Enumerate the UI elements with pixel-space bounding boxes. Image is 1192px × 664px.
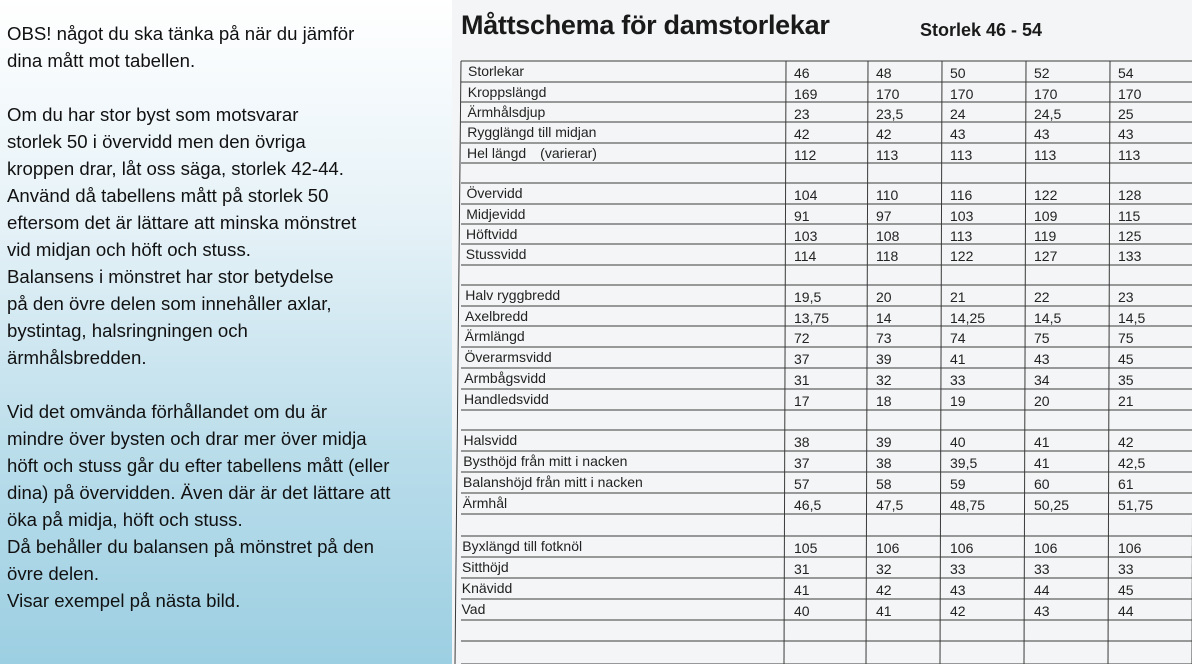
size-value: 47,5 bbox=[876, 497, 904, 513]
size-value: 17 bbox=[794, 393, 810, 409]
note-line: övre delen. bbox=[7, 563, 99, 584]
size-value: 42,5 bbox=[1118, 455, 1146, 471]
grid-line bbox=[455, 61, 461, 664]
size-value: 33 bbox=[950, 561, 966, 577]
size-value: 72 bbox=[794, 330, 810, 346]
size-value: 39 bbox=[876, 434, 892, 450]
size-value: 110 bbox=[876, 187, 899, 203]
size-value: 43 bbox=[950, 582, 966, 598]
chart-subtitle: Storlek 46 - 54 bbox=[920, 20, 1043, 40]
size-value: 22 bbox=[1034, 289, 1050, 305]
row-label-note: (varierar) bbox=[540, 145, 597, 161]
row-label-text: Halv ryggbredd bbox=[465, 287, 561, 303]
size-value: 40 bbox=[950, 434, 966, 450]
note-line: höft och stuss går du efter tabellens mått (eller bbox=[7, 455, 390, 476]
row-label bbox=[467, 144, 597, 162]
size-value: 23 bbox=[1118, 289, 1134, 305]
size-value: 14,5 bbox=[1034, 310, 1062, 326]
size-value: 106 bbox=[950, 540, 974, 556]
size-value: 127 bbox=[1034, 248, 1058, 264]
size-value: 116 bbox=[950, 187, 973, 203]
size-value: 41 bbox=[876, 603, 892, 619]
row-label bbox=[463, 494, 507, 512]
note-line: OBS! något du ska tänka på när du jämför bbox=[7, 23, 355, 44]
size-value: 128 bbox=[1118, 187, 1142, 203]
size-value: 119 bbox=[1034, 228, 1057, 244]
row-label bbox=[464, 431, 518, 449]
grid-line bbox=[866, 61, 868, 664]
chart-title: Måttschema för damstorlekar bbox=[461, 10, 830, 40]
size-value: 97 bbox=[876, 208, 892, 224]
row-label-text: Hel längd bbox=[467, 145, 527, 161]
size-value: 54 bbox=[1118, 65, 1134, 81]
row-label-text: Sitthöjd bbox=[462, 559, 509, 575]
size-value: 45 bbox=[1118, 582, 1134, 598]
size-value: 14 bbox=[876, 310, 892, 326]
size-value: 106 bbox=[1034, 540, 1058, 556]
size-value: 133 bbox=[1118, 248, 1142, 264]
note-line: Balansens i mönstret har stor betydelse bbox=[7, 266, 334, 287]
row-label-text: Bysthöjd från mitt i nacken bbox=[463, 453, 628, 469]
size-value: 25 bbox=[1118, 106, 1134, 122]
size-value: 41 bbox=[1034, 455, 1050, 471]
row-label bbox=[468, 103, 546, 121]
row-label bbox=[462, 558, 509, 576]
grid-line bbox=[1108, 61, 1110, 664]
size-value: 18 bbox=[876, 393, 892, 409]
size-value: 170 bbox=[1034, 86, 1058, 102]
size-value: 24,5 bbox=[1034, 106, 1062, 122]
size-value: 113 bbox=[1034, 147, 1057, 163]
note-line: Då behåller du balansen på mönstret på den bbox=[7, 536, 374, 557]
size-value: 50 bbox=[950, 65, 966, 81]
row-label-text: Byxlängd till fotknöl bbox=[462, 538, 583, 554]
size-chart-photo bbox=[452, 0, 1192, 664]
row-label bbox=[464, 369, 546, 387]
grid-line bbox=[1024, 61, 1026, 664]
note-line: dina mått mot tabellen. bbox=[7, 50, 196, 71]
size-value: 113 bbox=[950, 228, 973, 244]
size-value: 103 bbox=[794, 228, 818, 244]
row-label-text: Vad bbox=[461, 601, 486, 617]
row-label-text: Knävidd bbox=[461, 580, 513, 596]
row-label bbox=[467, 123, 596, 141]
size-value: 40 bbox=[794, 603, 810, 619]
row-label-text: Ärmlängd bbox=[464, 328, 525, 344]
size-value: 48 bbox=[876, 65, 892, 81]
row-label-text: Storlekar bbox=[468, 63, 525, 79]
size-value: 24 bbox=[950, 106, 966, 122]
size-value: 105 bbox=[794, 540, 818, 556]
size-value: 104 bbox=[794, 187, 818, 203]
size-value: 103 bbox=[950, 208, 974, 224]
size-value: 42 bbox=[1118, 434, 1134, 450]
row-label bbox=[465, 348, 552, 366]
size-value: 46 bbox=[794, 65, 810, 81]
size-value: 42 bbox=[876, 126, 892, 142]
size-value: 43 bbox=[1034, 603, 1050, 619]
size-value: 46,5 bbox=[794, 497, 822, 513]
size-value: 37 bbox=[794, 455, 810, 471]
row-label bbox=[467, 184, 523, 202]
size-value: 58 bbox=[876, 476, 892, 492]
size-value: 113 bbox=[1118, 147, 1141, 163]
note-line: Vid det omvända förhållandet om du är bbox=[7, 401, 328, 422]
row-label-text: Rygglängd till midjan bbox=[467, 124, 597, 140]
row-label bbox=[466, 225, 517, 243]
size-value: 113 bbox=[876, 147, 899, 163]
row-label-text: Balanshöjd från mitt i nacken bbox=[463, 474, 643, 490]
instruction-panel bbox=[0, 0, 452, 664]
row-label-text: Axelbredd bbox=[465, 308, 529, 324]
size-value: 113 bbox=[950, 147, 973, 163]
grid-line bbox=[784, 61, 786, 664]
size-value: 170 bbox=[876, 86, 900, 102]
size-value: 75 bbox=[1034, 330, 1050, 346]
size-value: 170 bbox=[950, 86, 974, 102]
size-value: 61 bbox=[1118, 476, 1134, 492]
size-value: 43 bbox=[1034, 126, 1050, 142]
row-label bbox=[462, 537, 582, 555]
size-value: 108 bbox=[876, 228, 900, 244]
size-value: 42 bbox=[794, 126, 810, 142]
size-value: 57 bbox=[794, 476, 810, 492]
size-value: 33 bbox=[1118, 561, 1134, 577]
row-label-text: Ärmhål bbox=[462, 495, 508, 511]
row-label bbox=[462, 600, 486, 618]
size-value: 114 bbox=[794, 248, 817, 264]
size-value: 44 bbox=[1118, 603, 1134, 619]
row-label-text: Övervidd bbox=[466, 185, 523, 201]
size-value: 23 bbox=[794, 106, 810, 122]
size-value: 59 bbox=[950, 476, 966, 492]
size-value: 122 bbox=[1034, 187, 1058, 203]
note-line: kroppen drar, låt oss säga, storlek 42-44. bbox=[7, 158, 344, 179]
size-value: 106 bbox=[876, 540, 900, 556]
size-value: 33 bbox=[1034, 561, 1050, 577]
size-value: 34 bbox=[1034, 372, 1050, 388]
size-value: 41 bbox=[950, 351, 966, 367]
row-label-text: Höftvidd bbox=[466, 226, 518, 242]
grid-line bbox=[940, 61, 942, 664]
size-value: 48,75 bbox=[950, 497, 986, 513]
row-label bbox=[465, 307, 528, 325]
size-value: 60 bbox=[1034, 476, 1050, 492]
note-line: bystintag, halsringningen och bbox=[7, 320, 248, 341]
note-line: öka på midja, höft och stuss. bbox=[7, 509, 243, 530]
size-value: 106 bbox=[1118, 540, 1142, 556]
size-value: 23,5 bbox=[876, 106, 904, 122]
size-value: 109 bbox=[1034, 208, 1058, 224]
size-value: 32 bbox=[876, 561, 892, 577]
size-value: 13,75 bbox=[794, 310, 830, 326]
note-paragraph-1 bbox=[7, 20, 354, 74]
row-label-text: Halsvidd bbox=[463, 432, 518, 448]
note-line: på den övre delen som innehåller axlar, bbox=[7, 293, 332, 314]
size-value: 73 bbox=[876, 330, 892, 346]
note-line: ärmhålsbredden. bbox=[7, 347, 147, 368]
note-line: mindre över bysten och drar mer över midja bbox=[7, 428, 367, 449]
row-label-text: Kroppslängd bbox=[467, 84, 547, 100]
note-line: eftersom det är lättare att minska mönstret bbox=[7, 212, 357, 233]
row-label bbox=[462, 579, 513, 597]
note-line: storlek 50 i övervidd men den övriga bbox=[7, 131, 306, 152]
note-line: vid midjan och höft och stuss. bbox=[7, 239, 251, 260]
row-label bbox=[465, 327, 525, 345]
size-value: 44 bbox=[1034, 582, 1050, 598]
size-value: 41 bbox=[794, 582, 810, 598]
size-value: 118 bbox=[876, 248, 899, 264]
note-line: Om du har stor byst som motsvarar bbox=[7, 104, 299, 125]
size-value: 169 bbox=[794, 86, 818, 102]
size-value: 43 bbox=[1034, 351, 1050, 367]
size-value: 170 bbox=[1118, 86, 1142, 102]
row-label bbox=[463, 452, 627, 470]
size-value: 115 bbox=[1118, 208, 1141, 224]
size-value: 19 bbox=[950, 393, 966, 409]
note-paragraph-2 bbox=[7, 101, 356, 371]
row-label bbox=[466, 245, 527, 263]
size-value: 14,5 bbox=[1118, 310, 1146, 326]
row-label-text: Överarmsvidd bbox=[464, 349, 552, 365]
size-value: 38 bbox=[794, 434, 810, 450]
size-value: 31 bbox=[794, 372, 810, 388]
size-value: 41 bbox=[1034, 434, 1050, 450]
row-label bbox=[468, 83, 547, 101]
size-value: 20 bbox=[1034, 393, 1050, 409]
size-value: 21 bbox=[1118, 393, 1134, 409]
size-value: 45 bbox=[1118, 351, 1134, 367]
note-paragraph-3 bbox=[7, 398, 390, 614]
size-value: 75 bbox=[1118, 330, 1134, 346]
size-value: 35 bbox=[1118, 372, 1134, 388]
size-value: 20 bbox=[876, 289, 892, 305]
size-value: 43 bbox=[1118, 126, 1134, 142]
table-grid bbox=[452, 0, 1192, 664]
size-value: 42 bbox=[876, 582, 892, 598]
row-label bbox=[463, 473, 643, 491]
size-value: 42 bbox=[950, 603, 966, 619]
size-value: 125 bbox=[1118, 228, 1142, 244]
row-label-text: Stussvidd bbox=[465, 246, 527, 262]
size-value: 52 bbox=[1034, 65, 1050, 81]
size-value: 74 bbox=[950, 330, 966, 346]
size-value: 122 bbox=[950, 248, 974, 264]
size-value: 37 bbox=[794, 351, 810, 367]
size-value: 38 bbox=[876, 455, 892, 471]
note-line: Visar exempel på nästa bild. bbox=[7, 590, 241, 611]
note-line: dina) på övervidden. Även där är det lättare att bbox=[7, 482, 391, 503]
row-label-text: Handledsvidd bbox=[464, 391, 549, 407]
size-value: 21 bbox=[950, 289, 966, 305]
row-label-text: Ärmhålsdjup bbox=[467, 104, 546, 120]
size-value: 39 bbox=[876, 351, 892, 367]
size-value: 32 bbox=[876, 372, 892, 388]
note-line: Använd då tabellens mått på storlek 50 bbox=[7, 185, 329, 206]
size-value: 19,5 bbox=[794, 289, 822, 305]
row-label bbox=[468, 62, 524, 80]
row-label-text: Midjevidd bbox=[466, 206, 526, 222]
size-value: 33 bbox=[950, 372, 966, 388]
row-label bbox=[464, 390, 549, 408]
row-label-text: Armbågsvidd bbox=[464, 370, 546, 386]
size-value: 39,5 bbox=[950, 455, 978, 471]
size-value: 50,25 bbox=[1034, 497, 1070, 513]
size-value: 43 bbox=[950, 126, 966, 142]
size-value: 91 bbox=[794, 208, 810, 224]
size-value: 31 bbox=[794, 561, 810, 577]
size-value: 112 bbox=[794, 147, 817, 163]
size-value: 51,75 bbox=[1118, 497, 1154, 513]
row-label bbox=[465, 286, 560, 304]
size-value: 14,25 bbox=[950, 310, 986, 326]
row-label bbox=[466, 205, 525, 223]
